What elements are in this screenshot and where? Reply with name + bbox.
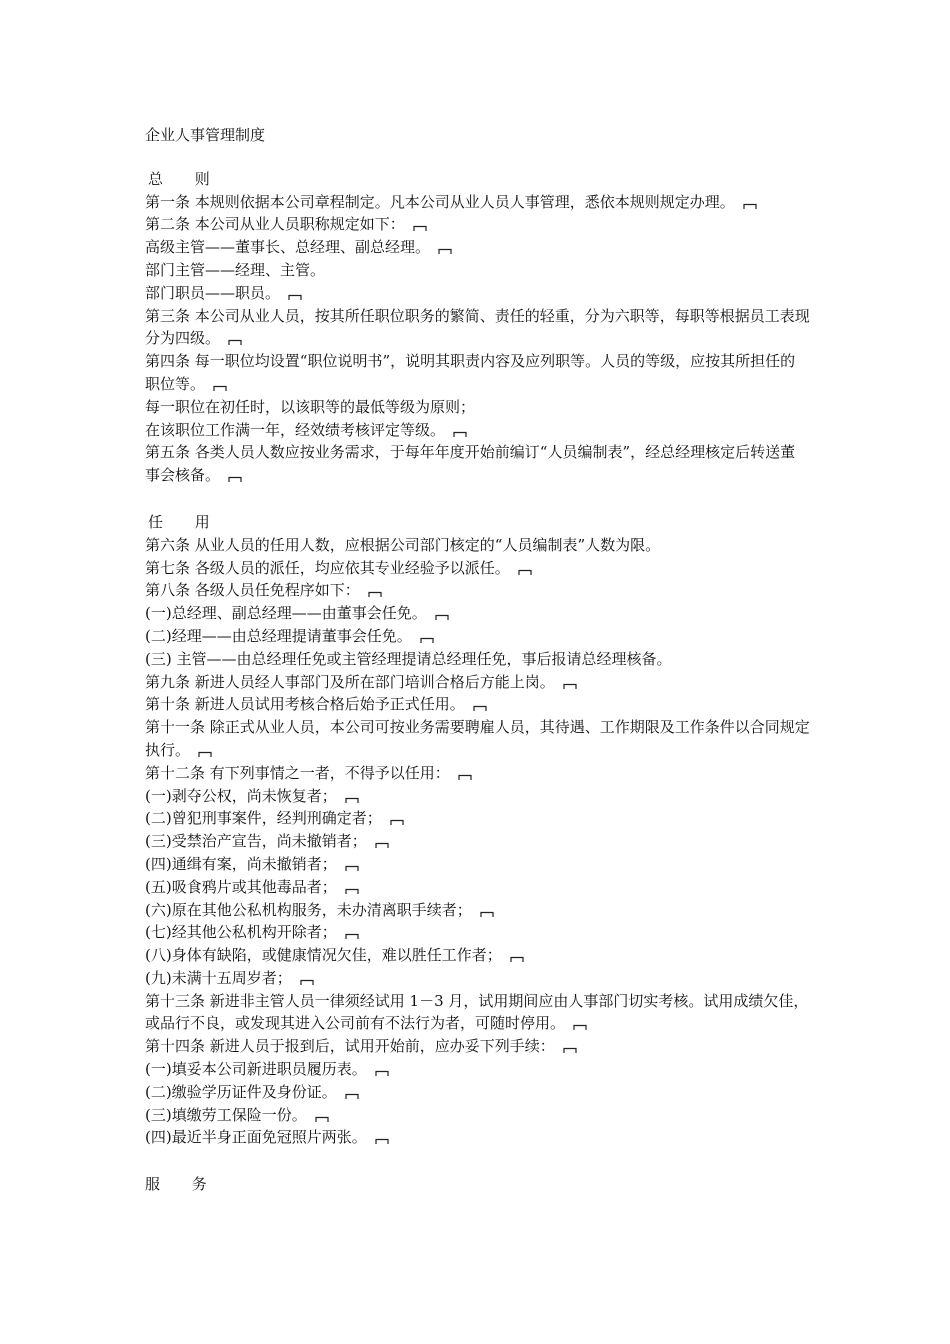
paragraph-mark-icon (480, 911, 494, 918)
paragraph-mark-icon (345, 865, 359, 872)
clause-line (145, 282, 810, 305)
clause-text: 第十四条 新进人员于报到后，试用开始前，应办妥下列手续： (145, 1037, 555, 1056)
clause-text: 第六条 从业人员的任用人数，应根据公司部门核定的“人员编制表”人数为限。 (145, 535, 661, 554)
paragraph-mark-icon (458, 774, 472, 781)
paragraph-mark-icon (420, 637, 434, 644)
paragraph-mark-icon (213, 385, 227, 392)
clause-text: (二)经理——由总经理提请董事会任免。 (145, 626, 412, 645)
paragraph-mark-icon (198, 751, 212, 758)
clause-line (145, 419, 810, 442)
clause-text: 第一条 本规则依据本公司章程制定。凡本公司从业人员人事管理，悉依本规则规定办理。 (145, 192, 735, 211)
paragraph-mark-icon (390, 819, 404, 826)
clause-line (145, 441, 810, 487)
paragraph-mark-icon (473, 705, 487, 712)
clause-line (145, 853, 810, 876)
section-heading: 服 务 (145, 1175, 221, 1194)
paragraph-mark-icon (413, 225, 427, 232)
clause-line (145, 534, 810, 557)
clause-line (145, 579, 810, 602)
clause-line (145, 557, 810, 580)
clause-text: (九)未满十五周岁者； (145, 968, 292, 987)
clause-text: (四)最近半身正面免冠照片两张。 (145, 1128, 367, 1147)
clause-line (145, 350, 810, 396)
clause-text: 第十一条 除正式从业人员，本公司可按业务需要聘雇人员，其待遇、工作期限及工作条件以合同规定执行。 (145, 718, 810, 759)
clause-line (145, 1058, 810, 1081)
clause-text: (三)受禁治产宣告，尚未撤销者； (145, 832, 367, 851)
paragraph-mark-icon (315, 1116, 329, 1123)
clause-text: 高级主管——董事长、总经理、副总经理。 (145, 238, 431, 257)
clause-line (145, 944, 810, 967)
paragraph-mark-icon (563, 683, 577, 690)
clause-line (145, 259, 810, 282)
clause-line (145, 213, 810, 236)
clause-text: (一)填妥本公司新进职员履历表。 (145, 1060, 367, 1079)
paragraph-mark-icon (375, 1138, 389, 1145)
clause-line (145, 899, 810, 922)
clause-text: (八)身体有缺陷，或健康情况欠佳，难以胜任工作者； (145, 946, 502, 965)
clause-line (145, 648, 810, 671)
paragraph-mark-icon (510, 956, 524, 963)
document-title: 企业人事管理制度 (145, 126, 266, 144)
paragraph-mark-icon (228, 476, 242, 483)
clause-text: 第七条 各级人员的派任，均应依其专业经验予以派任。 (145, 558, 510, 577)
paragraph-mark-icon (375, 1070, 389, 1077)
paragraph-mark-icon (300, 979, 314, 986)
paragraph-mark-icon (375, 842, 389, 849)
paragraph-mark-icon (345, 888, 359, 895)
section-spacer (145, 1149, 810, 1173)
clause-text: 部门主管——经理、主管。 (145, 260, 326, 279)
paragraph-mark-icon (288, 294, 302, 301)
clause-line (145, 693, 810, 716)
clause-text: (二)缴验学历证件及身份证。 (145, 1082, 337, 1101)
clause-line (145, 602, 810, 625)
paragraph-mark-icon (743, 203, 757, 210)
paragraph-mark-icon (345, 933, 359, 940)
clause-line (145, 807, 810, 830)
clause-text: (七)经其他公私机构开除者； (145, 923, 337, 942)
clause-line (145, 716, 810, 762)
clause-line (145, 876, 810, 899)
clause-text: (四)通缉有案，尚未撤销者； (145, 854, 337, 873)
section-heading: 总 则 (148, 169, 224, 188)
clause-text: 第三条 本公司从业人员，按其所任职位职务的繁简、责任的轻重，分为六职等，每职等根据员工表现分为四级。 (145, 306, 810, 348)
clause-line (145, 762, 810, 785)
clause-line (145, 236, 810, 259)
clause-line (145, 396, 810, 419)
clause-text: (三) 主管——由总经理任免或主管经理提请总经理任免，事后报请总经理核备。 (145, 649, 672, 668)
clause-line (145, 625, 810, 648)
clause-text: 每一职位在初任时，以该职等的最低等级为原则； (145, 397, 476, 416)
clause-text: (一)总经理、副总经理——由董事会任免。 (145, 604, 427, 623)
paragraph-mark-icon (345, 1093, 359, 1100)
clause-text: (三)填缴劳工保险一份。 (145, 1105, 307, 1124)
section (145, 168, 810, 487)
clause-line (145, 1081, 810, 1104)
clause-text: 第十三条 新进非主管人员一律须经试用 1－3 月，试用期间应由人事部门切实考核。试用成绩欠佳，或品行不良，或发现其进入公司前有不法行为者，可随时停用。 (145, 991, 809, 1033)
clause-line (145, 1126, 810, 1149)
clause-line (145, 191, 810, 214)
clause-text: 第八条 各级人员任免程序如下： (145, 581, 360, 600)
clause-text: (五)吸食鸦片或其他毒品者； (145, 877, 337, 896)
clause-text: (一)剥夺公权，尚未恢复者； (145, 786, 337, 805)
section (145, 1173, 810, 1196)
clause-text: 第四条 每一职位均设置“职位说明书”，说明其职责内容及应列职等。人员的等级，应按其所担任的职位等。 (145, 352, 796, 393)
clause-line (145, 305, 810, 351)
clause-line (145, 967, 810, 990)
document-body (145, 124, 810, 1196)
paragraph-mark-icon (563, 1047, 577, 1054)
clause-text: (六)原在其他公私机构服务，未办清离职手续者； (145, 900, 472, 919)
clause-line (145, 921, 810, 944)
paragraph-mark-icon (573, 1024, 587, 1031)
clause-text: 在该职位工作满一年，经效绩考核评定等级。 (145, 420, 446, 439)
sections-container (145, 168, 810, 1196)
clause-line (145, 830, 810, 853)
clause-text: 第五条 各类人员人数应按业务需求，于每年年度开始前编订“人员编制表”，经总经理核定后转送董事会核备。 (145, 443, 796, 485)
paragraph-mark-icon (228, 339, 242, 346)
clause-text: 第十二条 有下列事情之一者，不得予以任用： (145, 763, 450, 782)
section-heading: 任 用 (148, 512, 224, 531)
paragraph-mark-icon (518, 569, 532, 576)
clause-text: (二)曾犯刑事案件，经判刑确定者； (145, 809, 382, 828)
clause-text: 第二条 本公司从业人员职称规定如下： (145, 215, 405, 234)
paragraph-mark-icon (453, 431, 467, 438)
clause-line (145, 1035, 810, 1058)
clause-text: 第九条 新进人员经人事部门及所在部门培训合格后方能上岗。 (145, 672, 555, 691)
paragraph-mark-icon (368, 591, 382, 598)
paragraph-mark-icon (438, 248, 452, 255)
clause-line (145, 671, 810, 694)
section (145, 511, 810, 1149)
section-spacer (145, 487, 810, 511)
clause-text: 部门职员——职员。 (145, 283, 281, 302)
clause-line (145, 990, 810, 1036)
paragraph-mark-icon (345, 797, 359, 804)
clause-text: 第十条 新进人员试用考核合格后始予正式任用。 (145, 695, 465, 714)
paragraph-mark-icon (435, 614, 449, 621)
clause-line (145, 1104, 810, 1127)
clause-line (145, 785, 810, 808)
